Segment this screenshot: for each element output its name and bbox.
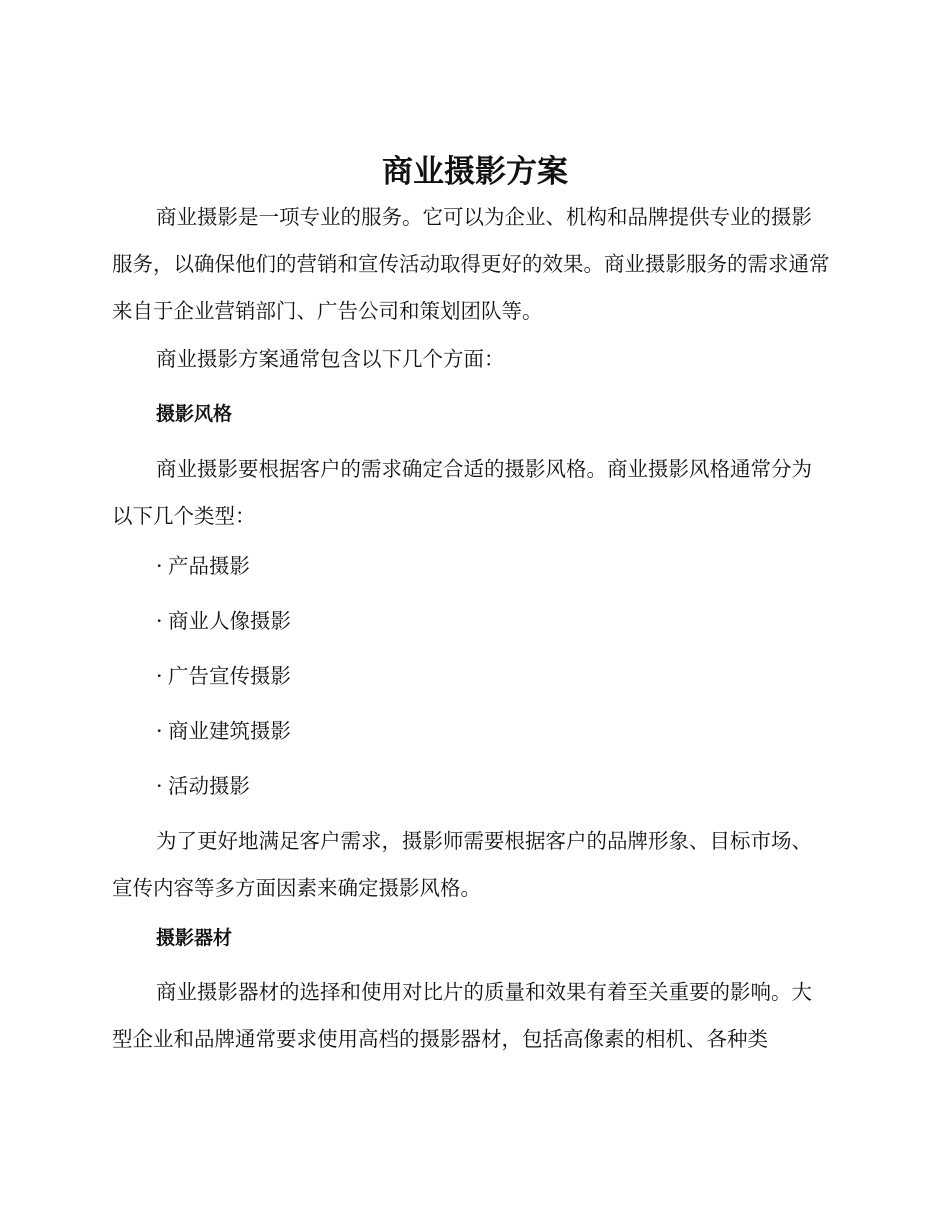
bullet-icon: ·	[156, 774, 163, 798]
list-item-label: 商业人像摄影	[168, 609, 291, 633]
bullet-icon: ·	[156, 554, 163, 578]
document-title: 商业摄影方案	[382, 154, 568, 190]
overview-paragraph: 商业摄影方案通常包含以下几个方面：	[156, 347, 505, 371]
bullet-icon: ·	[156, 609, 163, 633]
list-item-label: 产品摄影	[168, 554, 250, 578]
bullet-icon: ·	[156, 719, 163, 743]
list-item	[156, 716, 291, 746]
list-item-label: 活动摄影	[168, 774, 250, 798]
list-item-label: 广告宣传摄影	[168, 664, 291, 688]
list-item	[156, 606, 291, 636]
list-item	[156, 661, 291, 691]
list-item	[156, 771, 250, 801]
list-item-label: 商业建筑摄影	[168, 719, 291, 743]
equipment-paragraph: 商业摄影器材的选择和使用对比片的质量和效果有着至关重要的影响。大型企业和品牌通常要求使用高档的摄影器材，包括高像素的相机、各种类	[112, 980, 812, 1051]
section-heading-equipment: 摄影器材	[156, 927, 233, 949]
style-paragraph: 商业摄影要根据客户的需求确定合适的摄影风格。商业摄影风格通常分为以下几个类型：	[112, 457, 812, 528]
list-item	[156, 551, 250, 581]
section-heading-style: 摄影风格	[156, 403, 233, 425]
style-closing-paragraph: 为了更好地满足客户需求，摄影师需要根据客户的品牌形象、目标市场、宣传内容等多方面因素来确定摄影风格。	[112, 829, 812, 900]
intro-paragraph: 商业摄影是一项专业的服务。它可以为企业、机构和品牌提供专业的摄影服务，以确保他们的营销和宣传活动取得更好的效果。商业摄影服务的需求通常来自于企业营销部门、广告公司和策划团队等。	[112, 205, 830, 323]
bullet-icon: ·	[156, 664, 163, 688]
